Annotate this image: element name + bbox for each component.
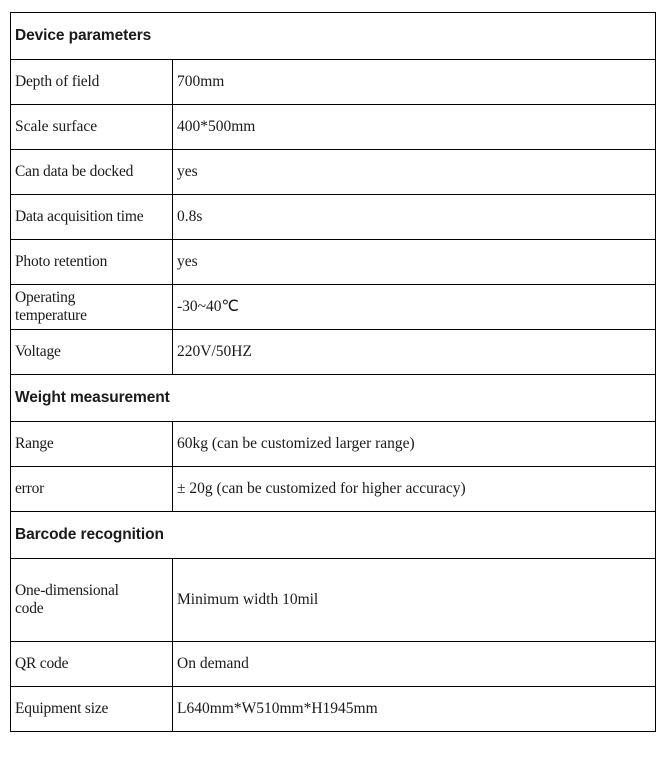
table-row [11, 467, 656, 512]
table-row [11, 195, 656, 240]
table-row [11, 240, 656, 285]
table-row [11, 60, 656, 105]
row-label-can-data-be-docked: Can data be docked [11, 150, 173, 195]
row-value-can-data-be-docked: yes [173, 150, 656, 195]
row-label-range: Range [11, 422, 173, 467]
table-row [11, 330, 656, 375]
table-row [11, 559, 656, 642]
row-label-one-dimensional-code-line2: code [15, 600, 44, 617]
row-value-qr-code: On demand [173, 642, 656, 687]
section-heading-row-device-parameters [11, 13, 656, 60]
row-label-voltage: Voltage [11, 330, 173, 375]
row-label-error: error [11, 467, 173, 512]
row-value-data-acquisition-time: 0.8s [173, 195, 656, 240]
device-specification-table [10, 12, 656, 732]
row-value-photo-retention: yes [173, 240, 656, 285]
table-row [11, 150, 656, 195]
row-label-operating-temperature-line1: Operating [15, 289, 76, 307]
row-value-operating-temperature: -30~40℃ [173, 285, 656, 330]
section-heading-barcode-recognition: Barcode recognition [11, 512, 656, 559]
row-value-scale-surface: 400*500mm [173, 105, 656, 150]
row-value-depth-of-field: 700mm [173, 60, 656, 105]
row-label-data-acquisition-time: Data acquisition time [11, 195, 173, 240]
section-heading-row-barcode-recognition [11, 512, 656, 559]
row-label-qr-code: QR code [11, 642, 173, 687]
row-label-equipment-size: Equipment size [11, 687, 173, 732]
table-row [11, 422, 656, 467]
section-heading-device-parameters: Device parameters [11, 13, 656, 60]
row-label-operating-temperature-line2: temperature [15, 307, 87, 324]
row-label-operating-temperature [11, 285, 173, 330]
row-value-one-dimensional-code: Minimum width 10mil [173, 559, 656, 642]
row-label-scale-surface: Scale surface [11, 105, 173, 150]
row-value-range: 60kg (can be customized larger range) [173, 422, 656, 467]
row-label-depth-of-field: Depth of field [11, 60, 173, 105]
row-label-one-dimensional-code [11, 559, 173, 642]
row-value-error: ± 20g (can be customized for higher accuracy) [173, 467, 656, 512]
row-label-one-dimensional-code-line1: One-dimensional [15, 582, 119, 600]
table-row [11, 687, 656, 732]
row-label-photo-retention: Photo retention [11, 240, 173, 285]
table-row [11, 105, 656, 150]
row-value-voltage: 220V/50HZ [173, 330, 656, 375]
table-row [11, 642, 656, 687]
section-heading-weight-measurement: Weight measurement [11, 375, 656, 422]
row-value-equipment-size: L640mm*W510mm*H1945mm [173, 687, 656, 732]
section-heading-row-weight-measurement [11, 375, 656, 422]
table-row [11, 285, 656, 330]
specification-sheet [10, 12, 655, 732]
